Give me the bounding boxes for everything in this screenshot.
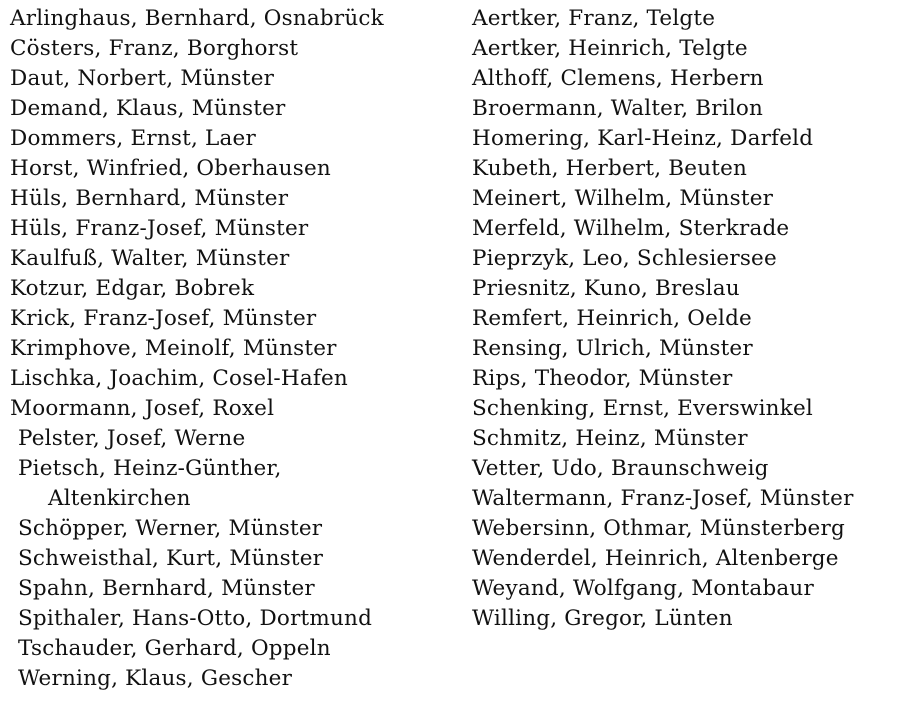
list-item: Krick, Franz-Josef, Münster [10, 306, 317, 331]
list-item: Schmitz, Heinz, Münster [472, 426, 748, 451]
list-item: Priesnitz, Kuno, Breslau [472, 276, 740, 301]
list-item: Cösters, Franz, Borghorst [10, 36, 299, 61]
name-list-right-column [472, 4, 902, 634]
list-item: Pietsch, Heinz-Günther, [18, 456, 282, 481]
list-item: Broermann, Walter, Brilon [472, 96, 764, 121]
list-item: Schöpper, Werner, Münster [18, 516, 323, 541]
list-item: Schenking, Ernst, Everswinkel [472, 396, 813, 421]
list-item: Pieprzyk, Leo, Schlesiersee [472, 246, 777, 271]
list-item: Horst, Winfried, Oberhausen [10, 156, 331, 181]
list-item: Schweisthal, Kurt, Münster [18, 546, 324, 571]
list-item: Pelster, Josef, Werne [18, 426, 246, 451]
list-item: Aertker, Franz, Telgte [472, 6, 716, 31]
list-item: Hüls, Bernhard, Münster [10, 186, 289, 211]
list-item: Werning, Klaus, Gescher [18, 666, 293, 691]
list-item: Spahn, Bernhard, Münster [18, 576, 315, 601]
list-item: Waltermann, Franz-Josef, Münster [472, 486, 854, 511]
list-item: Aertker, Heinrich, Telgte [472, 36, 748, 61]
list-item: Kubeth, Herbert, Beuten [472, 156, 748, 181]
list-item: Rips, Theodor, Münster [472, 366, 733, 391]
list-item: Homering, Karl-Heinz, Darfeld [472, 126, 814, 151]
list-item: Merfeld, Wilhelm, Sterkrade [472, 216, 790, 241]
list-item: Arlinghaus, Bernhard, Osnabrück [10, 6, 384, 31]
list-item: Remfert, Heinrich, Oelde [472, 306, 752, 331]
list-item: Meinert, Wilhelm, Münster [472, 186, 774, 211]
list-item: Wenderdel, Heinrich, Altenberge [472, 546, 839, 571]
name-list-left-column [10, 4, 450, 694]
list-item: Krimphove, Meinolf, Münster [10, 336, 337, 361]
list-item: Lischka, Joachim, Cosel-Hafen [10, 366, 348, 391]
list-item: Webersinn, Othmar, Münsterberg [472, 516, 845, 541]
list-item: Spithaler, Hans-Otto, Dortmund [18, 606, 373, 631]
list-item-continuation: Altenkirchen [48, 486, 191, 511]
list-item: Weyand, Wolfgang, Montabaur [472, 576, 814, 601]
list-item: Vetter, Udo, Braunschweig [472, 456, 769, 481]
list-item: Althoff, Clemens, Herbern [472, 66, 764, 91]
list-item: Dommers, Ernst, Laer [10, 126, 256, 151]
list-item: Daut, Norbert, Münster [10, 66, 275, 91]
list-item: Willing, Gregor, Lünten [472, 606, 733, 631]
list-item: Tschauder, Gerhard, Oppeln [18, 636, 331, 661]
list-item: Rensing, Ulrich, Münster [472, 336, 753, 361]
list-item: Moormann, Josef, Roxel [10, 396, 275, 421]
list-item: Hüls, Franz-Josef, Münster [10, 216, 309, 241]
list-item: Kaulfuß, Walter, Münster [10, 246, 290, 271]
list-item: Demand, Klaus, Münster [10, 96, 286, 121]
list-item: Kotzur, Edgar, Bobrek [10, 276, 255, 301]
